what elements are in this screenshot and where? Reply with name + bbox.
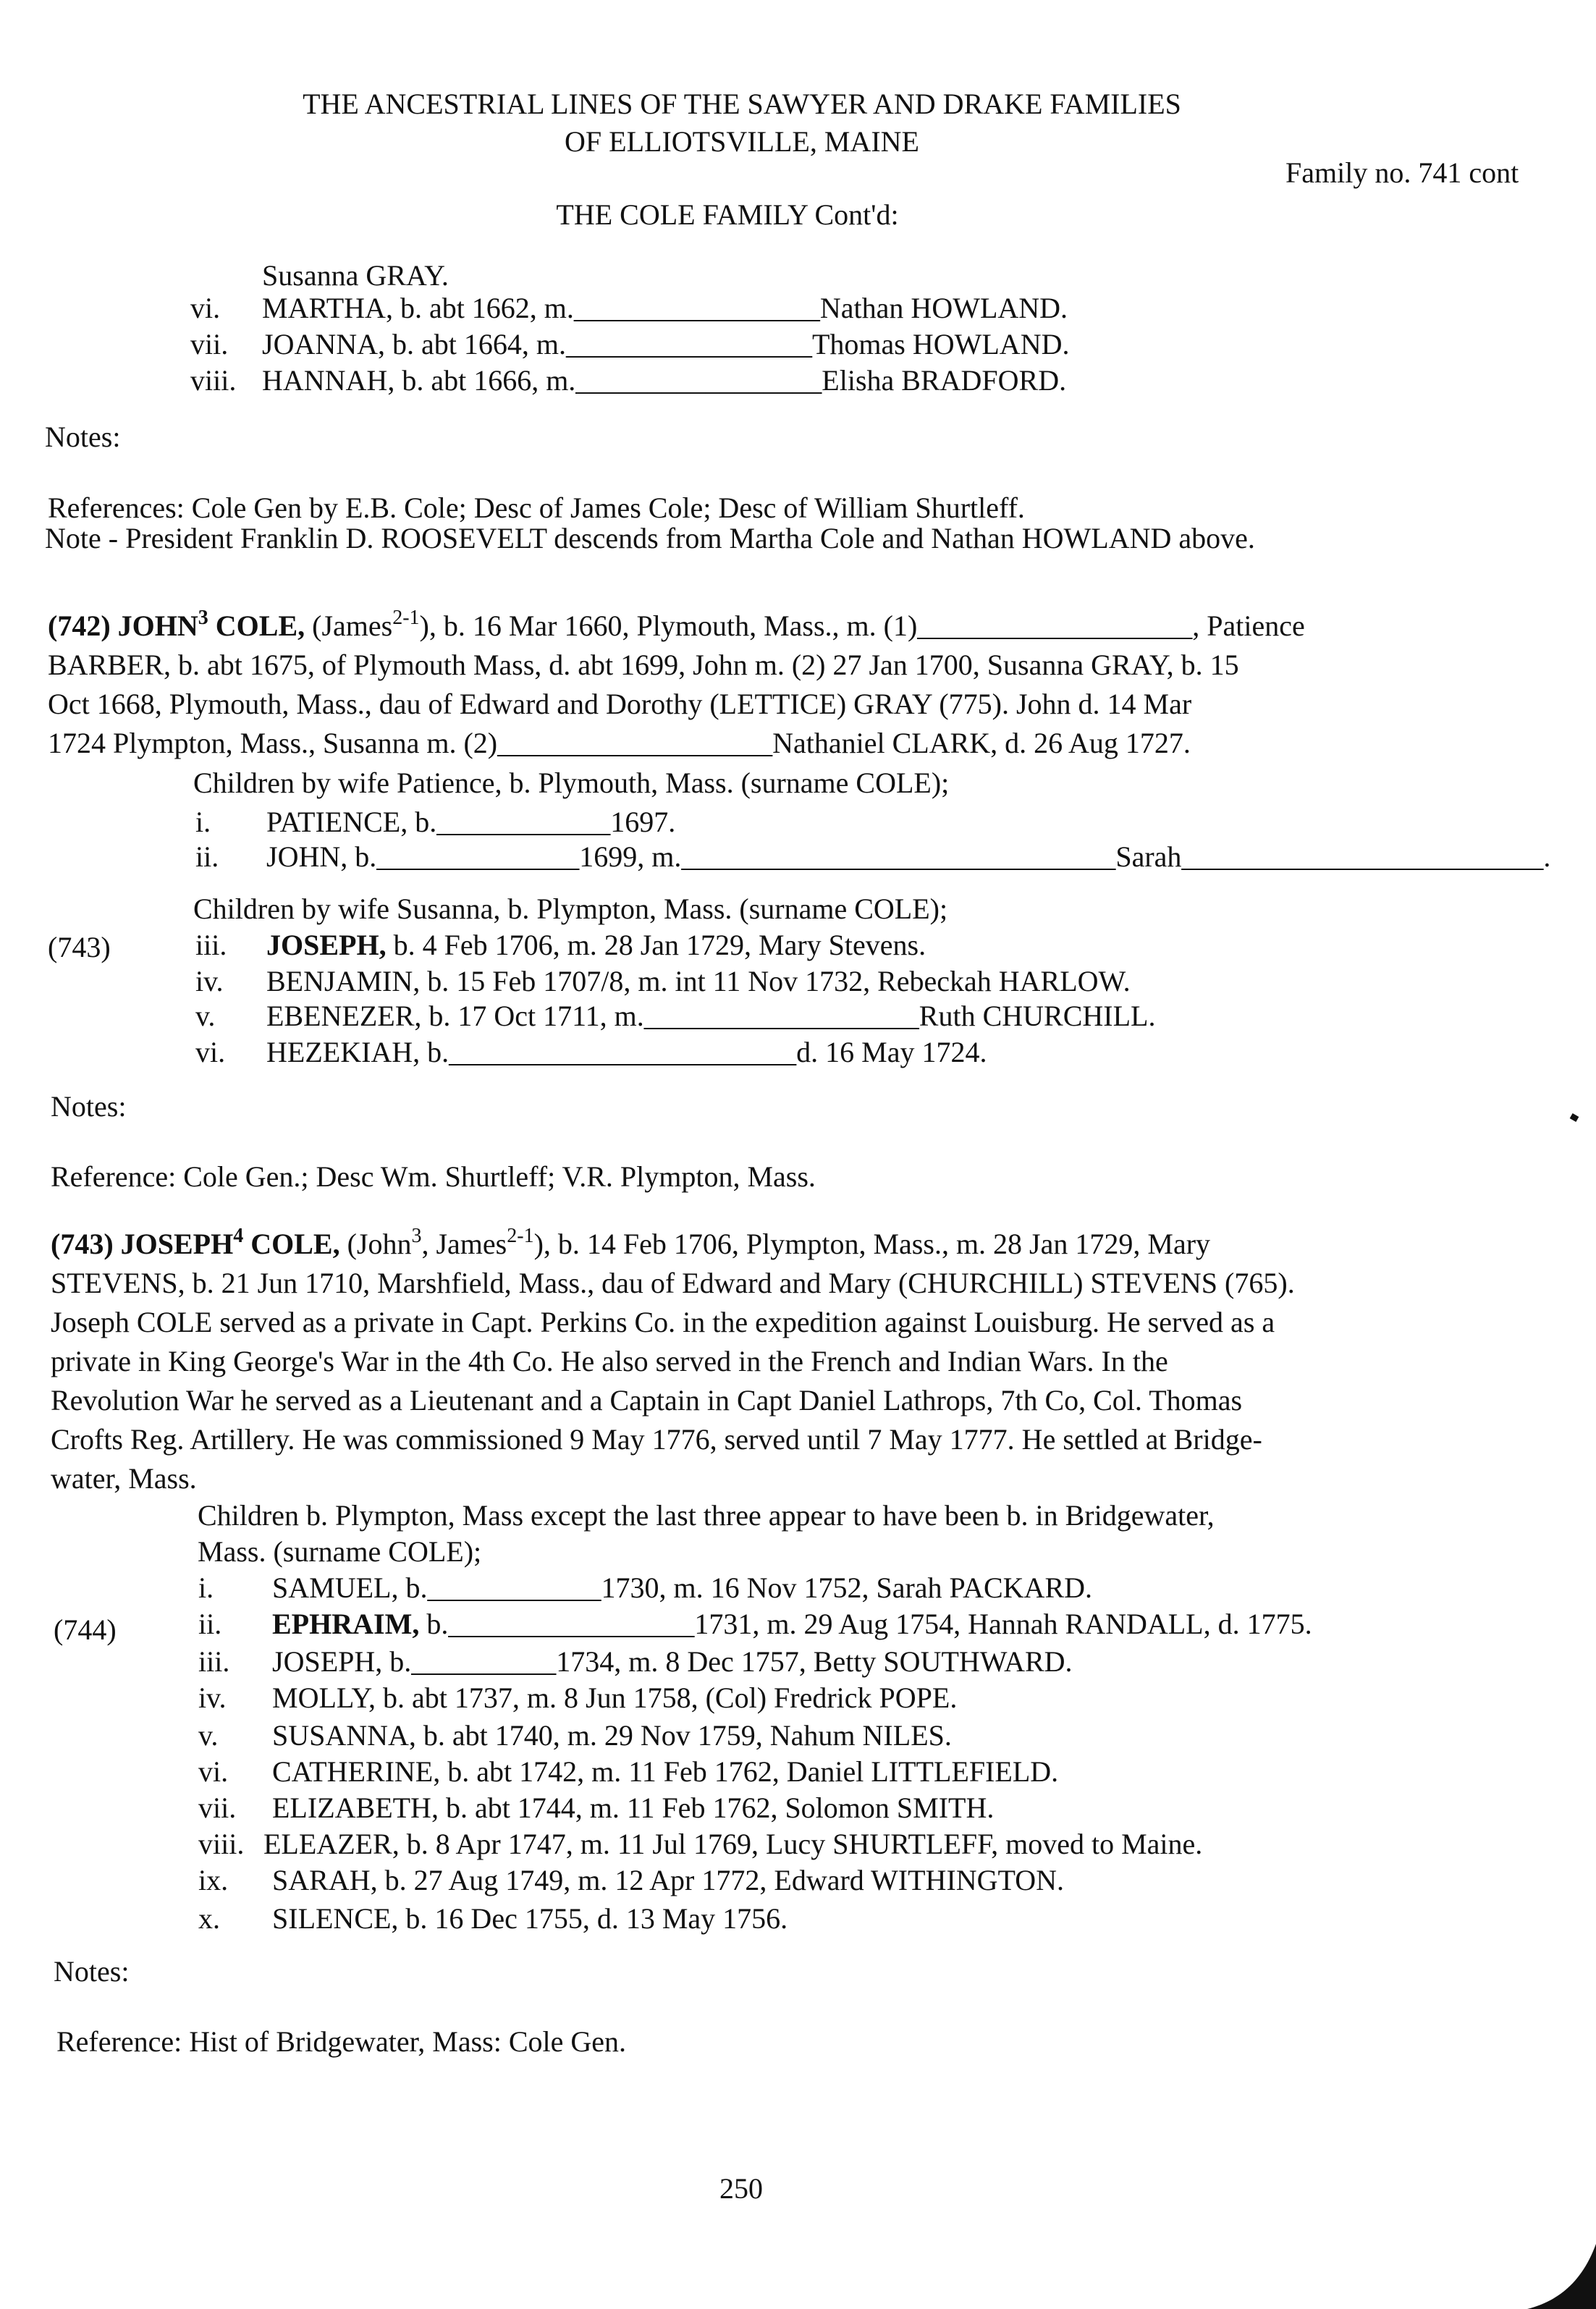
children-intro: Children by wife Susanna, b. Plympton, Mass. (surname COLE); bbox=[193, 892, 948, 925]
entry-742-heading: (742) JOHN$^3$ COLE, bbox=[48, 607, 305, 642]
entry-742-paragraph: (742) JOHN$^3$ COLE, (James$^{2-1}$), b. 16 Mar 1660, Plymouth, Mass., m. (1)___________________, Patience BARBER, b. abt 1675, of Plymouth Mass, d. abt 1699, John m. (2) 27 Jan 1700, Susanna GRAY, b. 15 Oct 1668, Plymouth, Mass., dau of Edward and Dorothy (LETTICE) GRAY (775). John d. 14 Mar 1724 Plympton, Mass., Susanna m. (2)___________________Nathaniel CLARK, d. 26 Aug 1727. bbox=[48, 607, 1305, 759]
family-number: Family no. 741 cont bbox=[1285, 156, 1519, 189]
scan-speck bbox=[1570, 1113, 1579, 1122]
cross-reference-number: (744) bbox=[54, 1613, 117, 1646]
children-intro: Mass. (surname COLE); bbox=[198, 1535, 482, 1568]
continued-line: Susanna GRAY. bbox=[262, 259, 449, 292]
notes-label: Notes: bbox=[54, 1955, 130, 1988]
document-title-line1: THE ANCESTRIAL LINES OF THE SAWYER AND DRAKE FAMILIES bbox=[303, 88, 1181, 120]
children-intro: Children b. Plympton, Mass except the last three appear to have been b. in Bridgewater, bbox=[198, 1499, 1215, 1532]
page-number: 250 bbox=[719, 2172, 763, 2205]
notes-label: Notes: bbox=[51, 1090, 127, 1123]
reference-line: Reference: Cole Gen.; Desc Wm. Shurtleff; V.R. Plympton, Mass. bbox=[51, 1160, 816, 1193]
section-title: THE COLE FAMILY Cont'd: bbox=[556, 198, 899, 231]
reference-line: Reference: Hist of Bridgewater, Mass: Cole Gen. bbox=[56, 2025, 627, 2058]
scan-corner-shadow bbox=[1527, 2244, 1596, 2309]
entry-743-paragraph: (743) JOSEPH$^4$ COLE, (John$^3$, James$^{2-1}$), b. 14 Feb 1706, Plympton, Mass., m. 28 Jan 1729, Mary STEVENS, b. 21 Jun 1710, Marshfield, Mass., dau of Edward and Mary (CHURCHILL) STEVENS (765). Joseph COLE served as a private in Capt. Perkins Co. in the expedition against Louisburg. He served as a private in King George's War in the 4th Co. He also served in the French and Indian Wars. In the Revolution War he served as a Lieutenant and a Captain in Capt Daniel Lathrops, 7th Co, Col. Thomas Crofts Reg. Artillery. He was commissioned 9 May 1776, served until 7 May 1777. He settled at Bridge- water, Mass. bbox=[51, 1225, 1295, 1495]
cross-reference-number: (743) bbox=[48, 931, 111, 963]
document-title-line2: OF ELLIOTSVILLE, MAINE bbox=[565, 125, 919, 158]
roosevelt-note: Note - President Franklin D. ROOSEVELT descends from Martha Cole and Nathan HOWLAND above. bbox=[45, 522, 1255, 554]
entry-743-heading: (743) JOSEPH$^4$ COLE, bbox=[51, 1225, 340, 1260]
notes-label: Notes: bbox=[45, 421, 121, 453]
children-intro: Children by wife Patience, b. Plymouth, Mass. (surname COLE); bbox=[193, 767, 950, 799]
references-line: References: Cole Gen by E.B. Cole; Desc of James Cole; Desc of William Shurtleff. bbox=[48, 491, 1025, 524]
